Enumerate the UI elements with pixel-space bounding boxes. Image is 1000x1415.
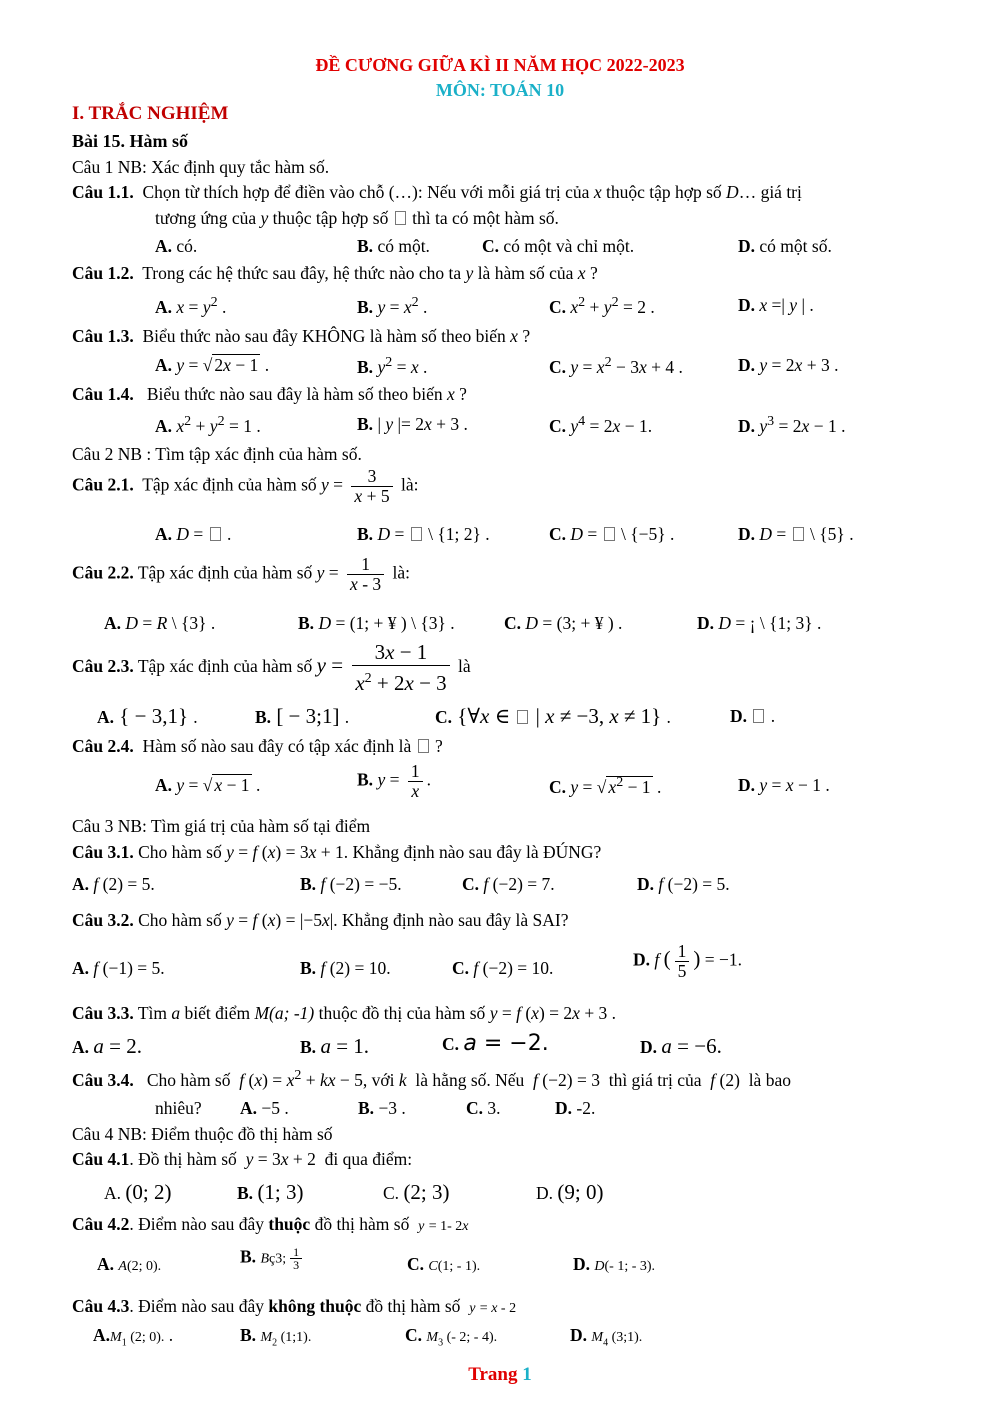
missing-glyph-icon [411,527,422,541]
option-4-1-a[interactable]: A. (0; 2) [104,1180,172,1204]
option-1-2-c[interactable]: C. $x^2 + y^2 = 2$ . [549,295,655,317]
option-4-2-a[interactable]: A. A(2; 0). [97,1254,162,1274]
option-1-1-c[interactable]: C. có một và chỉ một. [482,236,635,256]
option-4-1-c[interactable]: C. (2; 3) [383,1180,450,1204]
question-1-1-line2: tương ứng của y thuộc tập hợp số thì ta có một hàm số. [155,208,559,228]
option-1-4-b[interactable]: B. | y |= 2x + 3 . [357,414,468,434]
question-1-3: Câu 1.3. Biểu thức nào sau đây KHÔNG là hàm số theo biến x ? [72,326,531,346]
option-3-2-b[interactable]: B. f (2) = 10. [300,958,391,978]
option-4-2-c[interactable]: C. C(1; - 1). [407,1254,481,1274]
question-2-3: Câu 2.3. Tập xác định của hàm số y = $\frac{3x - 1}{x^2 + 2x - 3}$ là [72,640,471,695]
missing-glyph-icon [793,527,804,541]
option-1-1-d[interactable]: D. có một số. [738,236,832,256]
missing-glyph-icon [395,211,406,225]
page-label: Trang [468,1364,518,1385]
question-3-2: Câu 3.2. Cho hàm số y = f (x) = |−5x|. Khẳng định nào sau đây là SAI? [72,910,569,930]
option-3-4-b[interactable]: B. −3 . [358,1098,406,1118]
option-1-3-a[interactable]: A. y = √ 2x − 1 . [155,355,270,375]
question-4-3: Câu 4.3. Điểm nào sau đây không thuộc đồ thị hàm số y = x - 2 [72,1296,517,1316]
option-2-4-a[interactable]: A. y = √ x − 1 . [155,775,261,795]
option-2-3-d[interactable]: D. . [730,706,776,726]
option-1-4-a[interactable]: A. $x^2 + y^2 = 1$ . [155,414,261,436]
question-3-4-line2: nhiêu? [155,1098,202,1118]
page-number: 1 [522,1364,532,1385]
option-2-1-a[interactable]: A. D = . [155,524,232,544]
question-1-1: Câu 1.1. Chọn từ thích hợp để điền vào chỗ (…): Nếu với mỗi giá trị của x thuộc tập hợp số D… giá trị [72,182,802,202]
question-1-2: Câu 1.2. Trong các hệ thức sau đây, hệ thức nào cho ta y là hàm số của x ? [72,263,598,283]
option-2-2-c[interactable]: C. D = (3; + ¥ ) . [504,613,623,633]
option-4-3-d[interactable]: D. $M_4$ (3;1). [570,1325,643,1349]
option-1-1-b[interactable]: B. có một. [357,236,430,256]
option-2-2-b[interactable]: B. D = (1; + ¥ ) \ {3} . [298,613,455,633]
missing-glyph-icon [418,739,429,753]
option-2-1-b[interactable]: B. D = \ {1; 2} . [357,524,490,544]
option-1-3-b[interactable]: B. $y^2 = x$ . [357,355,428,377]
option-1-3-c[interactable]: C. $y = x^2 - 3x + 4$ . [549,355,683,377]
option-3-3-d[interactable]: D. a = −6. [640,1034,722,1058]
topic-2: Câu 2 NB : Tìm tập xác định của hàm số. [72,444,362,464]
option-2-4-d[interactable]: D. y = x − 1 . [738,775,830,795]
missing-glyph-icon [604,527,615,541]
missing-glyph-icon [210,527,221,541]
question-2-4: Câu 2.4. Hàm số nào sau đây có tập xác định là ? [72,736,443,756]
option-2-1-c[interactable]: C. D = \ {−5} . [549,524,675,544]
option-3-2-c[interactable]: C. f (−2) = 10. [452,958,554,978]
option-3-4-a[interactable]: A. −5 . [240,1098,289,1118]
question-3-4: Câu 3.4. Cho hàm số f $(x) = x^2$ + kx − 5, với k là hằng số. Nếu f (−2) = 3 thì giá trị của f (2) là bao [72,1068,791,1090]
option-1-2-b[interactable]: B. $y = x^2$ . [357,295,428,317]
option-2-3-c[interactable]: C. {∀x ∈ | x ≠ −3, x ≠ 1} . [435,704,671,728]
option-3-1-a[interactable]: A. f (2) = 5. [72,874,155,894]
lesson-heading: Bài 15. Hàm số [72,131,189,151]
document-title: ĐỀ CƯƠNG GIỮA KÌ II NĂM HỌC 2022-2023 [315,55,685,75]
option-3-1-c[interactable]: C. f (−2) = 7. [462,874,555,894]
missing-glyph-icon [753,709,764,723]
document-subject: MÔN: TOÁN 10 [435,80,565,100]
option-1-2-d[interactable]: D. x =| y | . [738,295,814,315]
question-3-1: Câu 3.1. Cho hàm số y = f (x) = 3x + 1. Khẳng định nào sau đây là ĐÚNG? [72,842,602,862]
option-4-3-b[interactable]: B. $M_2$ (1;1). [240,1325,312,1349]
option-2-4-b[interactable]: B. y = $\frac{1}{x}$ . [357,761,431,801]
option-3-1-b[interactable]: B. f (−2) = −5. [300,874,402,894]
option-3-1-d[interactable]: D. f (−2) = 5. [637,874,730,894]
topic-3: Câu 3 NB: Tìm giá trị của hàm số tại điểm [72,816,371,836]
option-1-4-c[interactable]: C. $y^4 = 2x - 1$. [549,414,653,436]
question-3-3: Câu 3.3. Tìm a biết điểm M(a; -1) thuộc đồ thị của hàm số y = f (x) = 2x + 3 . [72,1003,617,1023]
option-2-2-d[interactable]: D. D = ¡ \ {1; 3} . [697,613,822,633]
question-4-2: Câu 4.2. Điểm nào sau đây thuộc đồ thị hàm số y = 1- 2x [72,1214,469,1234]
option-2-2-a[interactable]: A. D = R \ {3} . [104,613,216,633]
question-4-1: Câu 4.1. Đồ thị hàm số y = 3x + 2 đi qua điểm: [72,1149,413,1169]
option-3-2-d[interactable]: D. f ( $\frac{1}{5}$ ) = −1. [633,941,743,981]
page-footer [0,1364,1000,1386]
option-1-2-a[interactable]: A. $x = y^2$ . [155,295,227,317]
option-1-4-d[interactable]: D. $y^3 = 2x - 1$ . [738,414,846,436]
option-4-1-b[interactable]: B. (1; 3) [237,1180,304,1204]
option-3-4-c[interactable]: C. 3. [466,1098,501,1118]
question-1-4: Câu 1.4. Biểu thức nào sau đây là hàm số theo biến x ? [72,384,467,404]
question-2-2: Câu 2.2. Tập xác định của hàm số y = $\frac{1}{x - 3}$ là: [72,554,411,594]
option-2-3-b[interactable]: B. [ − 3;1] . [255,704,350,728]
option-2-4-c[interactable]: C. y = √ $x^2 - 1$ . [549,775,662,797]
option-4-2-d[interactable]: D. D(- 1; - 3). [573,1254,656,1274]
option-3-4-d[interactable]: D. -2. [555,1098,596,1118]
question-2-1: Câu 2.1. Tập xác định của hàm số y = $\frac{3}{x + 5}$ là: [72,466,419,506]
option-3-2-a[interactable]: A. f (−1) = 5. [72,958,165,978]
option-4-3-c[interactable]: C. $M_3$ (- 2; - 4). [405,1325,498,1349]
option-3-3-c[interactable]: C. a = −2. [442,1031,549,1056]
missing-glyph-icon [517,710,528,724]
option-4-2-b[interactable]: B. Bç3; $\frac{1}{3}$ [240,1246,306,1271]
section-heading: I. TRẮC NGHIỆM [72,103,229,124]
option-3-3-a[interactable]: A. a = 2. [72,1034,142,1058]
option-2-3-a[interactable]: A. { − 3,1} . [97,704,198,728]
topic-1: Câu 1 NB: Xác định quy tắc hàm số. [72,157,330,177]
topic-4: Câu 4 NB: Điểm thuộc đồ thị hàm số [72,1124,333,1144]
option-4-3-a[interactable]: $A.M_1$ (2; 0). . [93,1325,174,1349]
option-1-1-a[interactable]: A. có. [155,236,198,256]
option-2-1-d[interactable]: D. D = \ {5} . [738,524,854,544]
option-4-1-d[interactable]: D. (9; 0) [536,1180,604,1204]
option-3-3-b[interactable]: B. a = 1. [300,1034,370,1058]
option-1-3-d[interactable]: D. y = 2x + 3 . [738,355,839,375]
